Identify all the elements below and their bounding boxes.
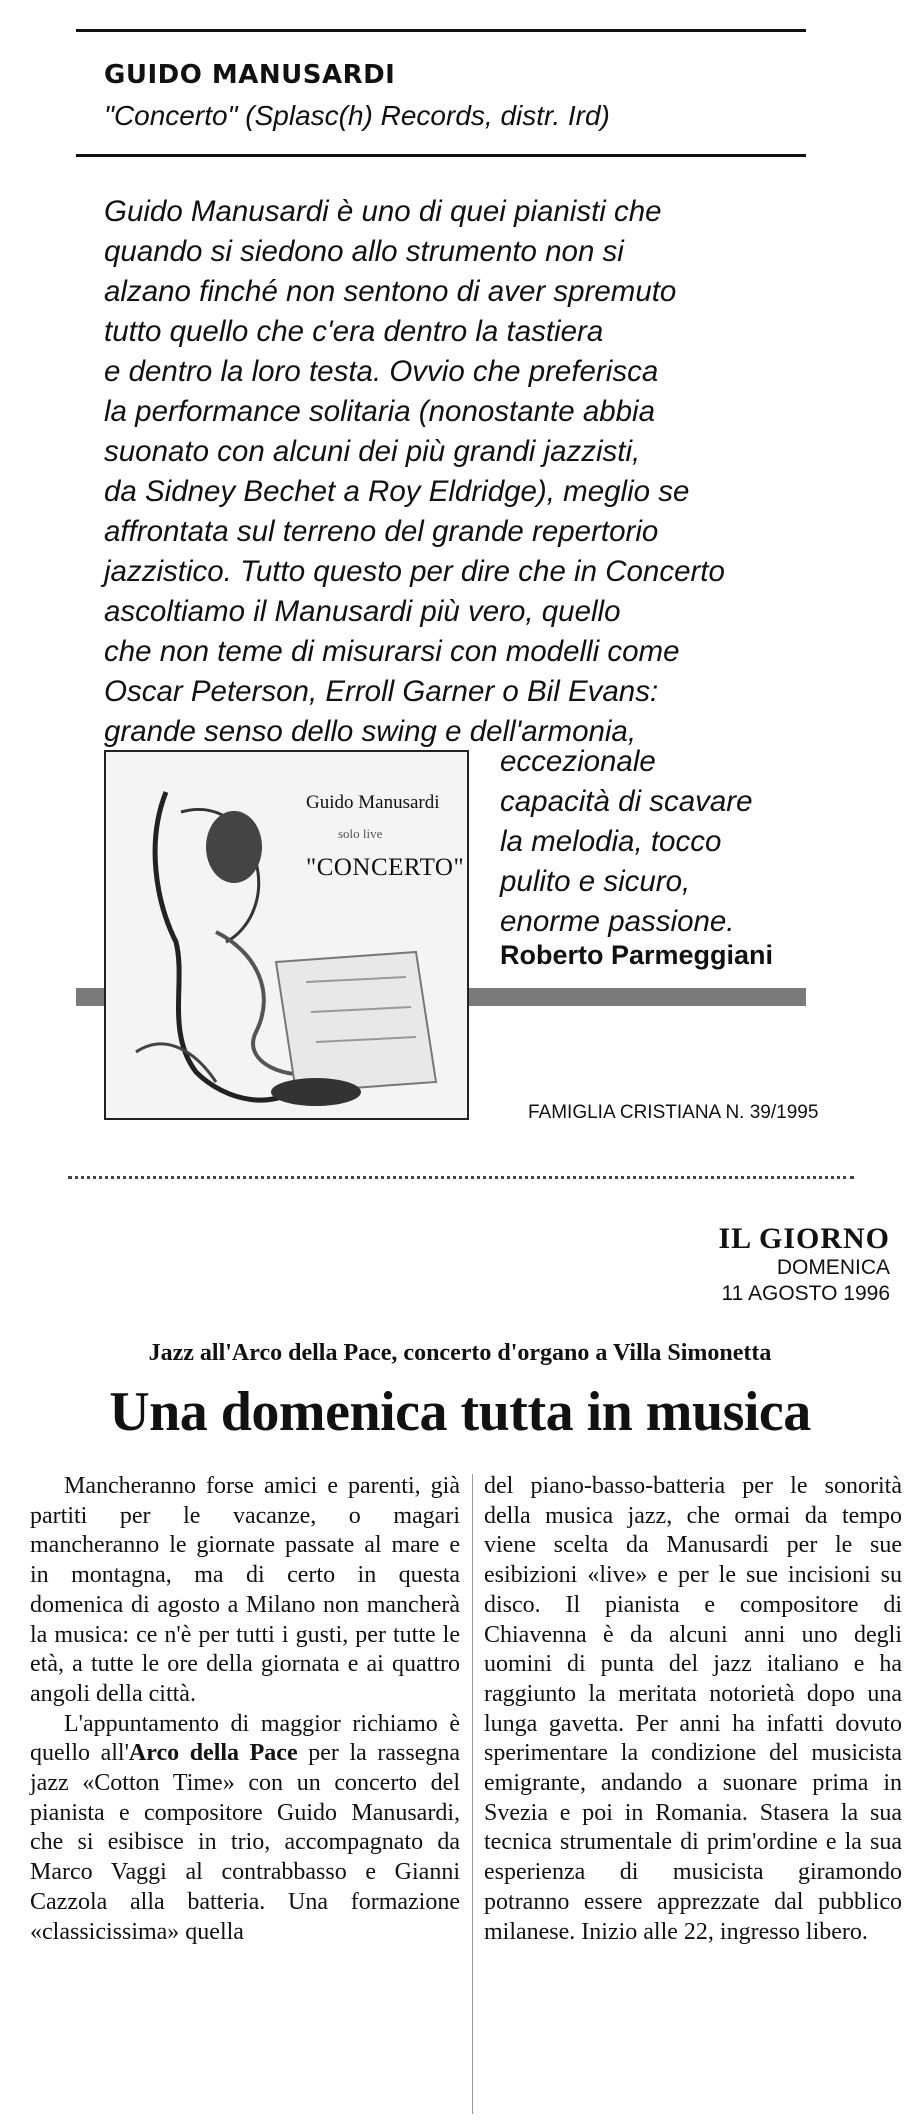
cover-artist: Guido Manusardi: [306, 792, 440, 813]
article-paragraph: [30, 1710, 460, 1948]
article-column-1: [30, 1472, 460, 1947]
review-line: e dentro la loro testa. Ovvio che preferisca: [104, 355, 659, 388]
article-paragraph: Mancheranno forse amici e parenti, già partiti per le vacanze, o magari mancheranno le giornate passate al mare e in montagna, ma di certo in questa domenica di agosto a Milano non mancherà la musica: ce n'è per tutti i gusti, per tutte le età, a tutte le ore della giornata e ai quattro angoli della città.: [30, 1473, 460, 1707]
review-line-right: la melodia, tocco: [500, 825, 722, 858]
article-column-2: [484, 1472, 902, 1947]
cover-subtitle: solo live: [338, 826, 383, 841]
cover-title: "CONCERTO": [306, 854, 465, 881]
article-text: per la rassegna jazz «Cotton Time» con un concerto del pianista e compositore Guido Manusardi, che si esibisce in trio, accompagnato da Marco Vaggi al contrabbasso e Gianni Cazzola alla batteria. Una formazione «classicissima» quella: [30, 1740, 460, 1945]
review-line-right: pulito e sicuro,: [500, 865, 691, 898]
review-line: affrontata sul terreno del grande repertorio: [104, 515, 659, 548]
review-line-right: eccezionale: [500, 745, 656, 778]
review-line-right: capacità di scavare: [500, 785, 753, 818]
album-artist: GUIDO MANUSARDI: [104, 60, 396, 90]
review-line: grande senso dello swing e dell'armonia,: [104, 715, 637, 748]
top-rule: [76, 29, 806, 32]
review-line: Oscar Peterson, Erroll Garner o Bil Evans:: [104, 675, 659, 708]
article-paragraph: del piano-basso-batteria per le sonorità della musica jazz, che ormai da tempo viene scelta da Manusardi per le sue esibizioni «live» e per le sue incisioni su disco. Il pianista e compositore di Chiavenna è da alcuni anni uno degli uomini di punta del jazz italiano e ha raggiunto la meritata notorietà dopo una lunga gavetta. Per anni ha infatti dovuto sperimentare la condizione del musicista emigrante, andando a suonare prima in Svezia e poi in Romania. Stasera la sua tecnica strumentale di prim'ordine e la sua esperienza di musicista giramondo potranno essere apprezzate dal pubblico milanese. Inizio alle 22, ingresso libero.: [484, 1473, 902, 1945]
source-citation: FAMIGLIA CRISTIANA N. 39/1995: [528, 1102, 819, 1123]
article-headline: Una domenica tutta in musica: [109, 1381, 811, 1443]
review-line: suonato con alcuni dei più grandi jazzisti,: [104, 435, 641, 468]
column-rule: [472, 1474, 473, 2114]
review-line: la performance solitaria (nonostante abbia: [104, 395, 655, 428]
article-kicker: Jazz all'Arco della Pace, concerto d'organo a Villa Simonetta: [148, 1340, 772, 1366]
review-line: tutto quello che c'era dentro la tastiera: [104, 315, 604, 348]
review-line: da Sidney Bechet a Roy Eldridge), meglio se: [104, 475, 690, 508]
review-line: Guido Manusardi è uno di quei pianisti che: [104, 195, 662, 228]
album-title: "Concerto" (Splasc(h) Records, distr. Ird): [104, 100, 610, 131]
review-line: alzano finché non sentono di aver spremuto: [104, 275, 677, 308]
header-rule: [76, 154, 806, 157]
review-line: che non teme di misurarsi con modelli come: [104, 635, 680, 668]
article-emphasis: Arco della Pace: [128, 1740, 298, 1767]
album-cover: [104, 750, 469, 1120]
section-divider: [68, 1176, 854, 1179]
review-line: ascoltiamo il Manusardi più vero, quello: [104, 595, 621, 628]
newspaper-date: 11 AGOSTO 1996: [721, 1282, 890, 1305]
newspaper-name: IL GIORNO: [718, 1222, 890, 1255]
newspaper-day: DOMENICA: [776, 1256, 890, 1279]
review-author: Roberto Parmeggiani: [500, 940, 774, 970]
review-line: quando si siedono allo strumento non si: [104, 235, 624, 268]
review-line-right: enorme passione.: [500, 905, 735, 938]
article-text: L'appuntamento di maggior richiamo è quello all': [30, 1710, 460, 1767]
review-line: jazzistico. Tutto questo per dire che in Concerto: [104, 555, 725, 588]
